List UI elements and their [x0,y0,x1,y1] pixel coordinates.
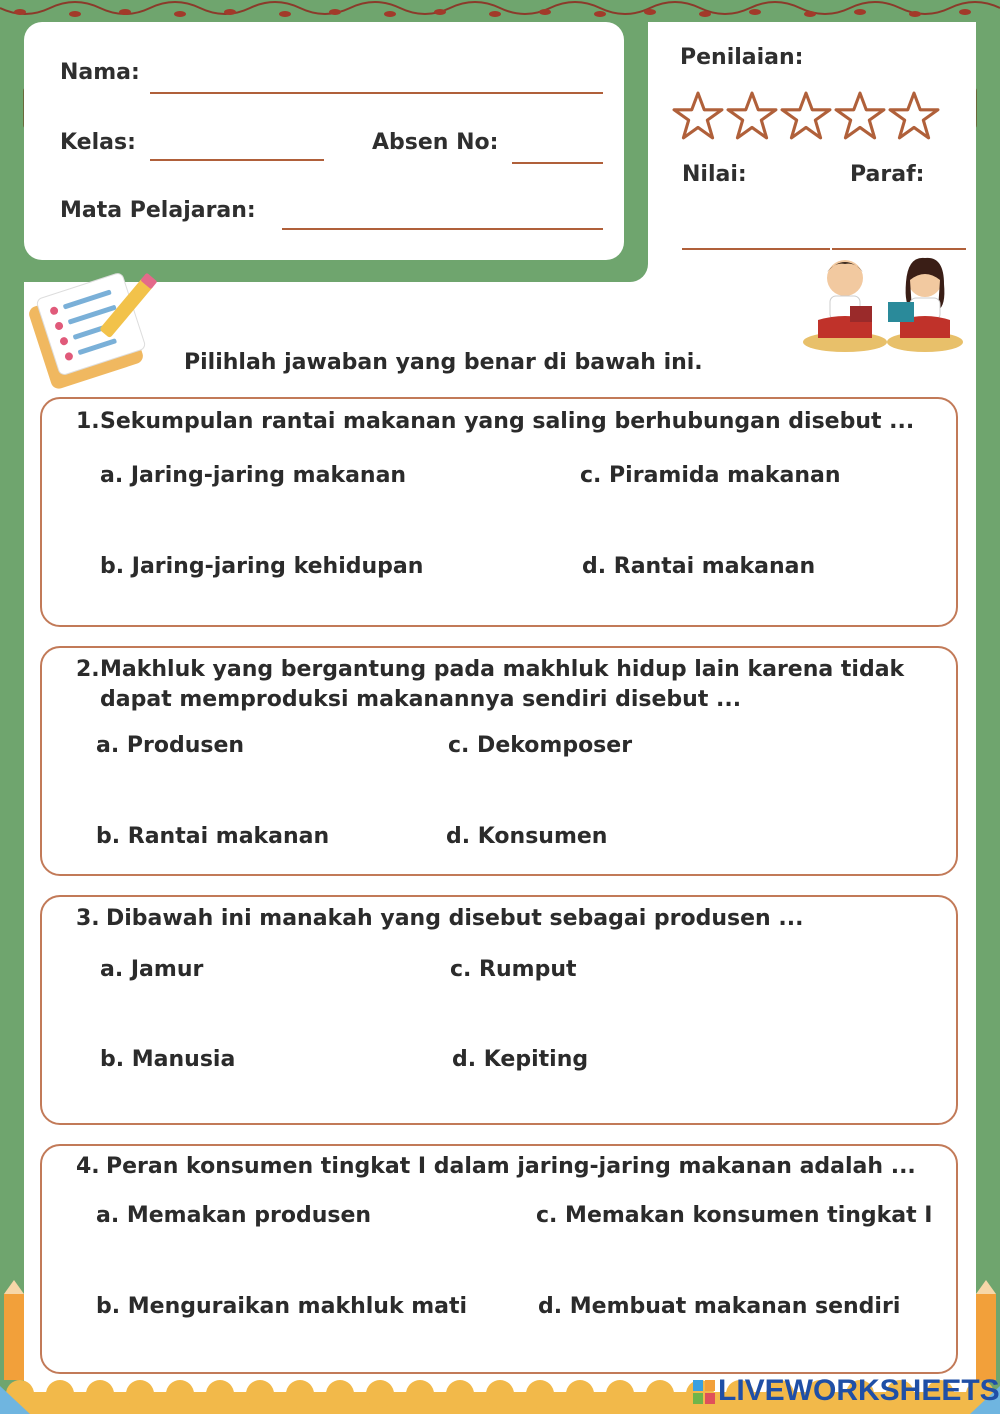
star-icon [888,90,940,142]
checklist-pencil-illustration [24,262,184,392]
question-3-option-a[interactable]: a. Jamur [100,957,204,982]
question-2-option-c[interactable]: c. Dekomposer [448,733,633,758]
frame-right [976,0,1000,1414]
children-reading-illustration [800,250,965,355]
absen-label: Absen No: [372,130,499,155]
pencil-left-icon [0,1280,30,1380]
name-label: Nama: [60,60,140,85]
name-input-line[interactable] [150,92,603,94]
subject-label: Mata Pelajaran: [60,198,256,223]
subject-input-line[interactable] [282,228,603,230]
question-4-option-a[interactable]: a. Memakan produsen [96,1203,372,1228]
question-2-number: 2. [76,657,100,682]
absen-input-line[interactable] [512,162,603,164]
class-input-line[interactable] [150,159,324,161]
question-1-text: Sekumpulan rantai makanan yang saling berhubungan disebut ... [100,409,915,434]
instruction-text: Pilihlah jawaban yang benar di bawah ini. [184,350,703,375]
question-3-text: Dibawah ini manakah yang disebut sebagai produsen ... [106,906,804,931]
question-2-text-line1: Makhluk yang bergantung pada makhluk hidup lain karena tidak [100,657,905,682]
paraf-label: Paraf: [850,162,925,187]
question-1-option-b[interactable]: b. Jaring-jaring kehidupan [100,554,424,579]
star-icon [726,90,778,142]
question-3-option-c[interactable]: c. Rumput [450,957,577,982]
question-4-option-d[interactable]: d. Membuat makanan sendiri [538,1294,901,1319]
liveworksheets-logo-text[interactable]: LIVEWORKSHEETS [718,1374,1000,1407]
class-label: Kelas: [60,130,136,155]
question-4-option-b[interactable]: b. Menguraikan makhluk mati [96,1294,468,1319]
liveworksheets-logo-icon [693,1380,715,1404]
vine-garland-decoration [0,0,1000,24]
question-2-option-a[interactable]: a. Produsen [96,733,245,758]
question-1-option-a[interactable]: a. Jaring-jaring makanan [100,463,407,488]
question-4-number: 4. [76,1154,100,1179]
question-2-option-d[interactable]: d. Konsumen [446,824,608,849]
assessment-label: Penilaian: [680,45,804,70]
question-3-option-b[interactable]: b. Manusia [100,1047,236,1072]
question-2-option-b[interactable]: b. Rantai makanan [96,824,330,849]
star-icon [834,90,886,142]
question-3-number: 3. [76,906,100,931]
question-1-option-d[interactable]: d. Rantai makanan [582,554,816,579]
rating-stars [672,90,940,142]
pencil-right-icon [970,1280,1000,1380]
question-3-option-d[interactable]: d. Kepiting [452,1047,589,1072]
star-icon [780,90,832,142]
question-4-option-c[interactable]: c. Memakan konsumen tingkat I [536,1203,933,1228]
question-1-option-c[interactable]: c. Piramida makanan [580,463,841,488]
question-1-number: 1. [76,409,100,434]
question-4-text: Peran konsumen tingkat I dalam jaring-jaring makanan adalah ... [106,1154,916,1179]
star-icon [672,90,724,142]
nilai-label: Nilai: [682,162,747,187]
question-2-text-line2: dapat memproduksi makanannya sendiri disebut ... [100,687,742,712]
